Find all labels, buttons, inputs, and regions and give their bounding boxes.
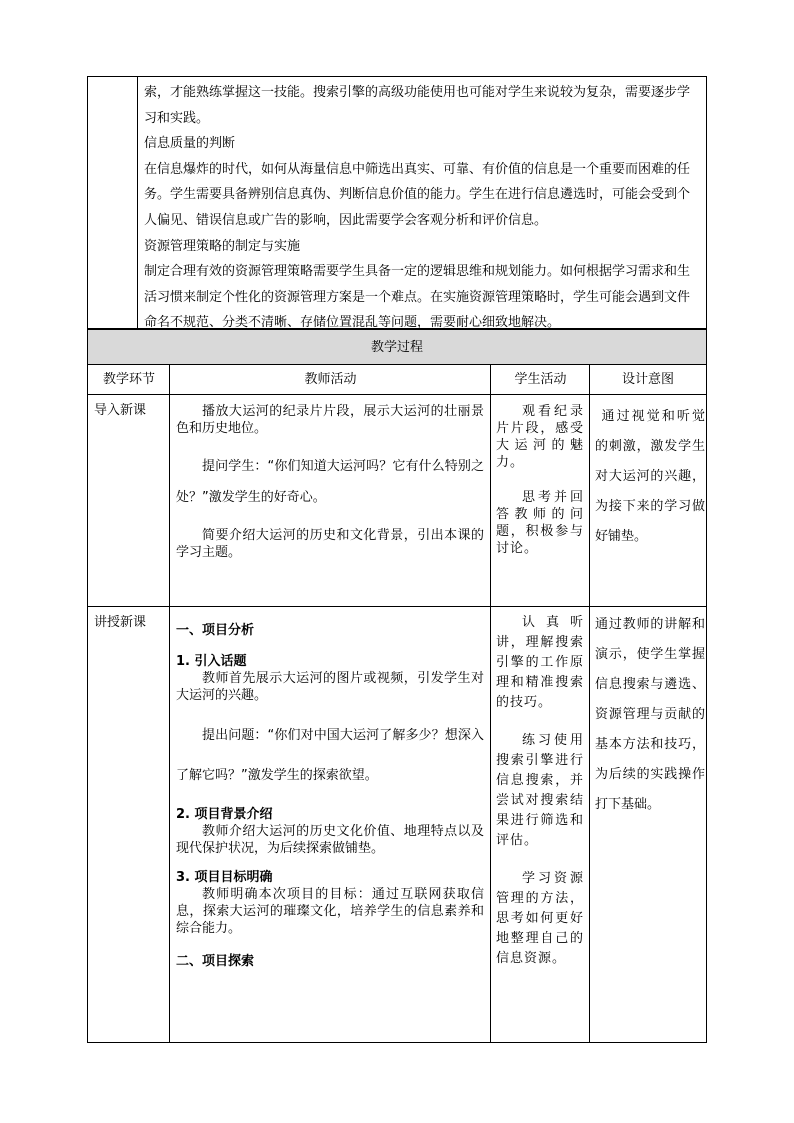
teaching-process-table [87, 329, 707, 1043]
column-divider [589, 365, 590, 1042]
intent-paragraph: 通过教师的讲解和演示，使学生掌握信息搜索与遴选、资源管理与贡献的基本方法和技巧，为后续的实践操作打下基础。 [595, 617, 705, 812]
teacher-paragraph: 提出问题：“你们对中国大运河了解多少？想深入了解它吗？”激发学生的探索欲望。 [176, 728, 484, 783]
subsection-heading: 2. 项目背景介绍 [176, 807, 273, 822]
teacher-paragraph: 简要介绍大运河的历史和文化背景，引出本课的学习主题。 [176, 528, 484, 560]
table-banner: 教学过程 [88, 330, 706, 365]
teacher-paragraph: 播放大运河的纪录片片段，展示大运河的壮丽景色和历史地位。 [176, 404, 484, 436]
student-paragraph: 思考并回答教师的问题，积极参与讨论。 [496, 490, 584, 556]
row1-student-activity [496, 403, 584, 557]
row2-stage: 讲授新课 [94, 615, 147, 630]
column-divider [490, 365, 491, 1042]
intent-paragraph: 通过视觉和听觉的刺激，激发学生对大运河的兴趣，为接下来的学习做好铺垫。 [595, 409, 705, 544]
difficulty-text [144, 80, 700, 336]
difficulty-paragraph: 在信息爆炸的时代，如何从海量信息中筛选出真实、可靠、有价值的信息是一个重要而困难的任务。学生需要具备辨别信息真伪、判断信息价值的能力。学生在进行信息遴选时，可能会受到个人偏见、错误信息或广告的影响，因此需要学会客观分析和评价信息。 [144, 161, 691, 228]
row2-design-intent [595, 610, 705, 820]
header-teacher: 教师活动 [170, 365, 491, 395]
row2-student-activity [496, 613, 584, 969]
student-paragraph: 观看纪录片片段，感受大运河的魅力。 [496, 404, 584, 470]
column-divider [169, 365, 170, 1042]
teacher-paragraph: 教师明确本次项目的目标：通过互联网获取信息，探索大运河的璀璨文化，培养学生的信息素养和综合能力。 [176, 887, 484, 936]
difficulty-heading: 信息质量的判断 [144, 136, 236, 152]
teacher-paragraph: 教师介绍大运河的历史文化价值、地理特点以及现代保护状况，为后续探索做铺垫。 [176, 824, 484, 856]
row-divider [88, 606, 706, 607]
subsection-heading: 3. 项目目标明确 [176, 870, 273, 885]
teacher-paragraph: 提问学生：“你们知道大运河吗？它有什么特别之处？”激发学生的好奇心。 [176, 459, 484, 505]
row1-design-intent [595, 402, 705, 552]
difficulty-heading: 资源管理策略的制定与实施 [144, 238, 301, 254]
row1-teacher-activity [176, 403, 484, 561]
row2-teacher-activity [176, 622, 484, 970]
subsection-heading: 1. 引入话题 [176, 654, 247, 669]
header-stage: 教学环节 [88, 365, 170, 395]
difficulty-paragraph: 制定合理有效的资源管理策略需要学生具备一定的逻辑思维和规划能力。如何根据学习需求和生活习惯来制定个性化的资源管理方案是一个难点。在实施资源管理策略时，学生可能会遇到文件命名不规范、分类不清晰、存储位置混乱等问题，需要耐心细致地解决。 [144, 264, 691, 331]
student-paragraph: 学习资源管理的方法，思考如何更好地整理自己的信息资源。 [496, 871, 584, 966]
difficulty-paragraph: 索，才能熟练掌握这一技能。搜索引擎的高级功能使用也可能对学生来说较为复杂，需要逐步学习和实践。 [144, 85, 691, 126]
header-intent: 设计意图 [590, 365, 706, 395]
difficulty-label-cell [88, 77, 138, 328]
student-paragraph: 练习使用搜索引擎进行信息搜索，并尝试对搜索结果进行筛选和评估。 [496, 733, 584, 848]
row1-stage: 导入新课 [94, 403, 147, 418]
student-paragraph: 认真听讲，理解搜索引擎的工作原理和精准搜索的技巧。 [496, 615, 584, 710]
teacher-paragraph: 教师首先展示大运河的图片或视频，引发学生对大运河的兴趣。 [176, 671, 484, 703]
difficulty-section [87, 76, 707, 329]
header-student: 学生活动 [491, 365, 590, 395]
section-heading: 一、项目分析 [176, 623, 255, 638]
section-heading: 二、项目探索 [176, 954, 255, 969]
